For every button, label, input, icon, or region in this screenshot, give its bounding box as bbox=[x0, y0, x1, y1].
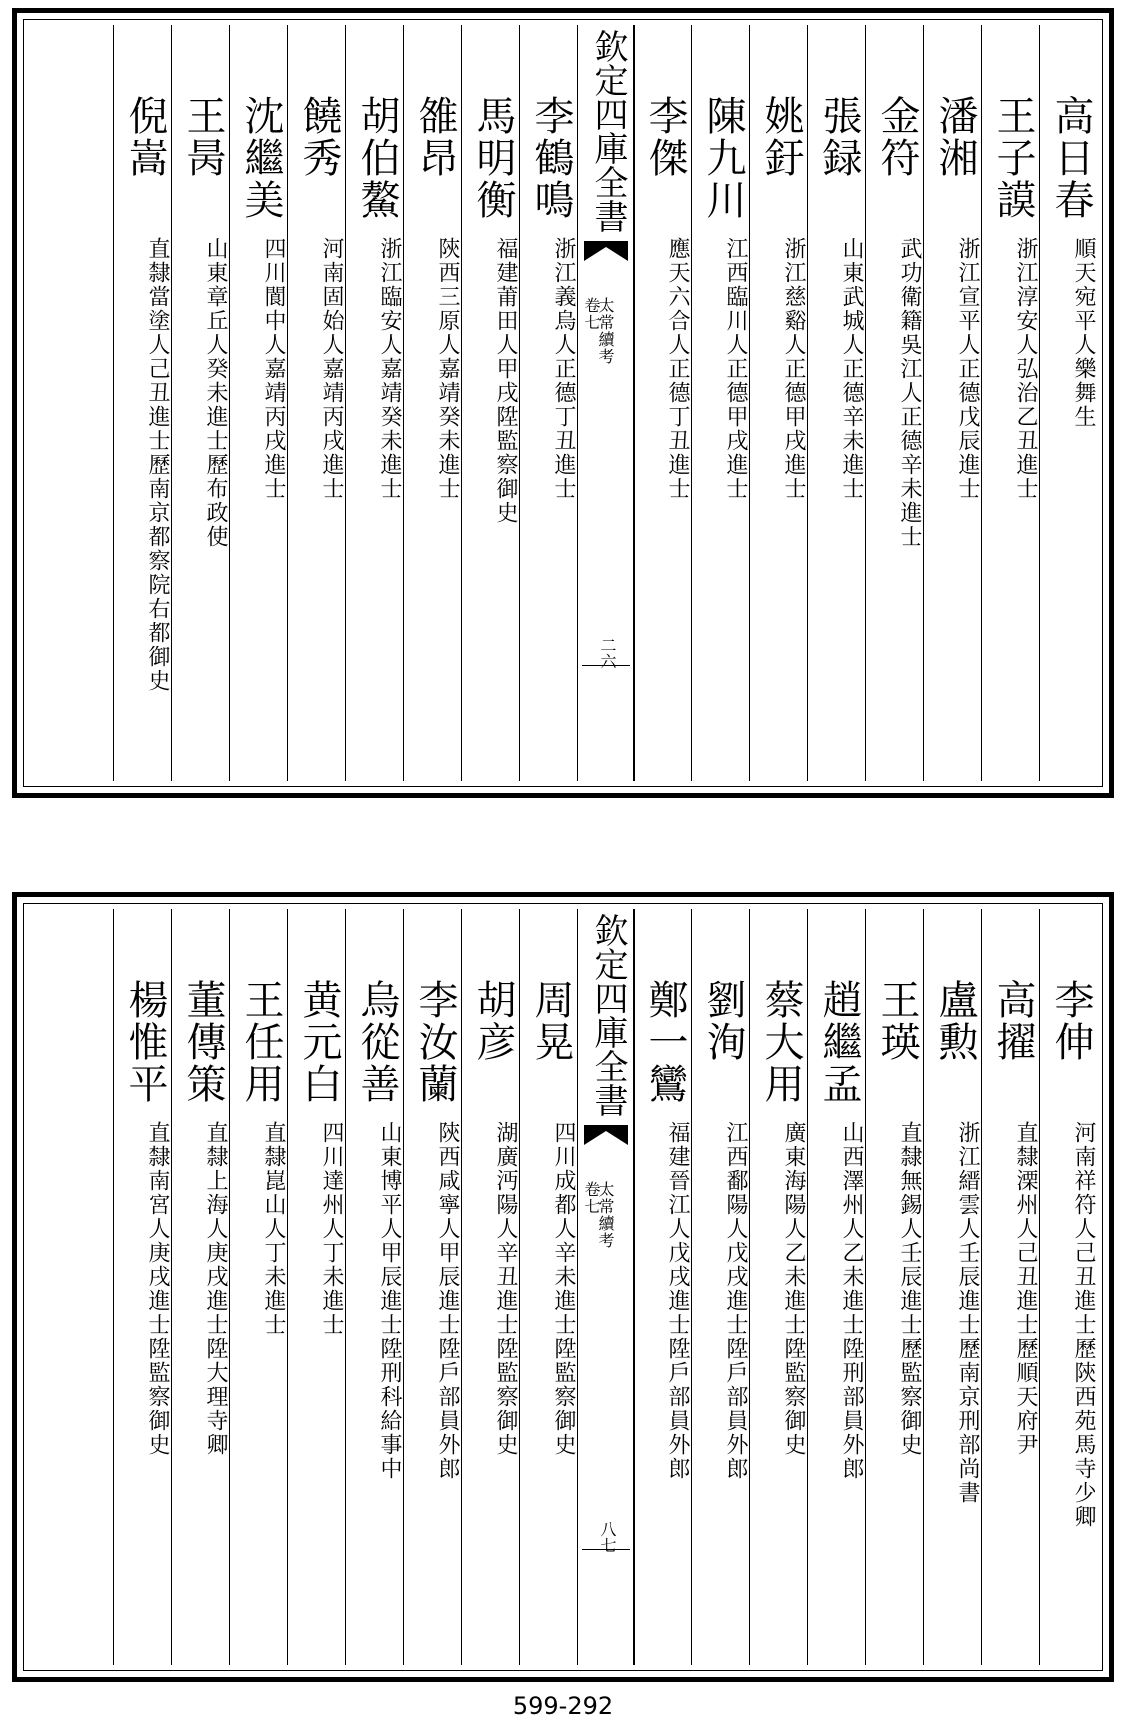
entry-column bbox=[229, 909, 288, 1665]
entry-name: 高擢 bbox=[990, 979, 1036, 1063]
entry-name: 張録 bbox=[816, 95, 862, 179]
juan-label: 卷七 bbox=[582, 297, 601, 331]
entry-name: 潘湘 bbox=[932, 95, 978, 179]
entry-name: 雒昂 bbox=[412, 95, 458, 179]
entry-detail: 直隸上海人庚戌進士陞大理寺卿 bbox=[203, 1121, 228, 1457]
entry-name: 姚釪 bbox=[758, 95, 804, 179]
entry-column bbox=[403, 25, 462, 781]
entry-column bbox=[461, 909, 520, 1665]
entry-name: 胡伯鰲 bbox=[354, 95, 400, 221]
entry-detail: 陝西三原人嘉靖癸未進士 bbox=[435, 237, 460, 501]
page-number: 八七 bbox=[598, 1521, 617, 1553]
entry-detail: 山東博平人甲辰進士陞刑科給事中 bbox=[377, 1121, 402, 1481]
entry-name: 沈繼美 bbox=[238, 95, 284, 221]
entry-detail: 四川達州人丁未進士 bbox=[319, 1121, 344, 1337]
entry-detail: 廣東海陽人乙未進士陞監察御史 bbox=[781, 1121, 806, 1457]
entry-detail: 直隸當塗人己丑進士歷南京都察院右都御史 bbox=[145, 237, 170, 693]
entry-detail: 武功衛籍吳江人正德辛未進士 bbox=[897, 237, 922, 549]
entry-name: 黄元白 bbox=[296, 979, 342, 1105]
entry-name: 董傳策 bbox=[180, 979, 226, 1105]
entry-column bbox=[461, 25, 520, 781]
entry-detail: 山西澤州人乙未進士陞刑部員外郎 bbox=[839, 1121, 864, 1481]
entry-column bbox=[807, 25, 866, 781]
entry-name: 高日春 bbox=[1048, 95, 1094, 221]
entry-column bbox=[287, 909, 346, 1665]
entry-column bbox=[981, 25, 1040, 781]
entry-detail: 浙江淳安人弘治乙丑進士 bbox=[1013, 237, 1038, 501]
entry-name: 李汝蘭 bbox=[412, 979, 458, 1105]
entry-detail: 湖廣沔陽人辛丑進士陞監察御史 bbox=[493, 1121, 518, 1457]
entry-name: 李伸 bbox=[1048, 979, 1094, 1063]
entry-column bbox=[287, 25, 346, 781]
fish-tail-mark-icon bbox=[584, 1125, 628, 1147]
entry-name: 王子謨 bbox=[990, 95, 1036, 221]
entry-name: 楊惟平 bbox=[122, 979, 168, 1105]
page-footer-number: 599-292 bbox=[512, 1692, 614, 1720]
entry-detail: 浙江義烏人正德丁丑進士 bbox=[551, 237, 576, 501]
entry-column bbox=[865, 25, 924, 781]
entry-column bbox=[691, 25, 750, 781]
entry-detail: 四川閬中人嘉靖丙戌進士 bbox=[261, 237, 286, 501]
entry-name: 鄭一鸞 bbox=[642, 979, 688, 1105]
entry-column bbox=[113, 909, 172, 1665]
entry-detail: 江西鄱陽人戊戌進士陞戶部員外郎 bbox=[723, 1121, 748, 1481]
entry-column bbox=[113, 25, 172, 781]
entry-detail: 應天六合人正德丁丑進士 bbox=[665, 237, 690, 501]
entry-column bbox=[749, 25, 808, 781]
entry-detail: 河南祥符人己丑進士歷陝西苑馬寺少卿 bbox=[1071, 1121, 1096, 1529]
entry-name: 盧勲 bbox=[932, 979, 978, 1063]
entry-column bbox=[633, 25, 692, 781]
entry-detail: 浙江宣平人正德戊辰進士 bbox=[955, 237, 980, 501]
entry-name: 趙繼孟 bbox=[816, 979, 862, 1105]
fish-label: 太常續考 bbox=[596, 1181, 615, 1249]
juan-label: 卷七 bbox=[582, 1181, 601, 1215]
entry-detail: 直隸溧州人己丑進士歷順天府尹 bbox=[1013, 1121, 1038, 1457]
entry-name: 王任用 bbox=[238, 979, 284, 1105]
fish-label: 太常續考 bbox=[596, 297, 615, 365]
entry-name: 李傑 bbox=[642, 95, 688, 179]
entry-name: 劉洵 bbox=[700, 979, 746, 1063]
bottom-page bbox=[12, 892, 1114, 1682]
entry-detail: 直隸無錫人壬辰進士歷監察御史 bbox=[897, 1121, 922, 1457]
entry-detail: 山東武城人正德辛未進士 bbox=[839, 237, 864, 501]
entry-column bbox=[229, 25, 288, 781]
entry-column bbox=[633, 909, 692, 1665]
entry-name: 饒秀 bbox=[296, 95, 342, 179]
entry-column bbox=[981, 909, 1040, 1665]
entry-name: 倪嵩 bbox=[122, 95, 168, 179]
entry-column bbox=[1039, 25, 1098, 781]
entry-detail: 順天宛平人樂舞生 bbox=[1071, 237, 1096, 429]
entry-column bbox=[171, 25, 230, 781]
entry-column bbox=[171, 909, 230, 1665]
entry-detail: 直隸南宮人庚戌進士陞監察御史 bbox=[145, 1121, 170, 1457]
center-margin-strip bbox=[577, 25, 635, 781]
entry-name: 陳九川 bbox=[700, 95, 746, 221]
entry-column bbox=[691, 909, 750, 1665]
entry-column bbox=[1039, 909, 1098, 1665]
book-title: 欽定四庫全書 bbox=[588, 913, 628, 1117]
entry-detail: 河南固始人嘉靖丙戌進士 bbox=[319, 237, 344, 501]
entry-name: 金符 bbox=[874, 95, 920, 179]
entry-column bbox=[519, 25, 578, 781]
entry-column bbox=[345, 909, 404, 1665]
entry-name: 胡彦 bbox=[470, 979, 516, 1063]
entry-name: 馬明衡 bbox=[470, 95, 516, 221]
entry-detail: 江西臨川人正德甲戌進士 bbox=[723, 237, 748, 501]
entry-name: 周晃 bbox=[528, 979, 574, 1063]
entry-detail: 福建晉江人戊戌進士陞戶部員外郎 bbox=[665, 1121, 690, 1481]
entry-column bbox=[923, 909, 982, 1665]
book-title: 欽定四庫全書 bbox=[588, 29, 628, 233]
entry-name: 烏從善 bbox=[354, 979, 400, 1105]
entry-column bbox=[923, 25, 982, 781]
entry-detail: 四川成都人辛未進士陞監察御史 bbox=[551, 1121, 576, 1457]
entry-detail: 浙江慈谿人正德甲戌進士 bbox=[781, 237, 806, 501]
entry-detail: 陝西咸寧人甲辰進士陞戶部員外郎 bbox=[435, 1121, 460, 1481]
entry-name: 蔡大用 bbox=[758, 979, 804, 1105]
center-margin-strip bbox=[577, 909, 635, 1665]
entry-column bbox=[749, 909, 808, 1665]
fish-tail-mark-icon bbox=[584, 241, 628, 263]
entry-column bbox=[865, 909, 924, 1665]
entry-detail: 浙江臨安人嘉靖癸未進士 bbox=[377, 237, 402, 501]
entry-column bbox=[345, 25, 404, 781]
entry-name: 王昺 bbox=[180, 95, 226, 179]
entry-detail: 山東章丘人癸未進士歷布政使 bbox=[203, 237, 228, 549]
entry-detail: 浙江縉雲人壬辰進士歷南京刑部尚書 bbox=[955, 1121, 980, 1505]
entry-detail: 福建莆田人甲戌陞監察御史 bbox=[493, 237, 518, 525]
entry-column bbox=[807, 909, 866, 1665]
entry-detail: 直隸崑山人丁未進士 bbox=[261, 1121, 286, 1337]
entry-name: 李鶴鳴 bbox=[528, 95, 574, 221]
entry-column bbox=[403, 909, 462, 1665]
top-page bbox=[12, 8, 1114, 798]
entry-column bbox=[519, 909, 578, 1665]
page-number: 二六 bbox=[598, 637, 617, 669]
entry-name: 王瑛 bbox=[874, 979, 920, 1063]
